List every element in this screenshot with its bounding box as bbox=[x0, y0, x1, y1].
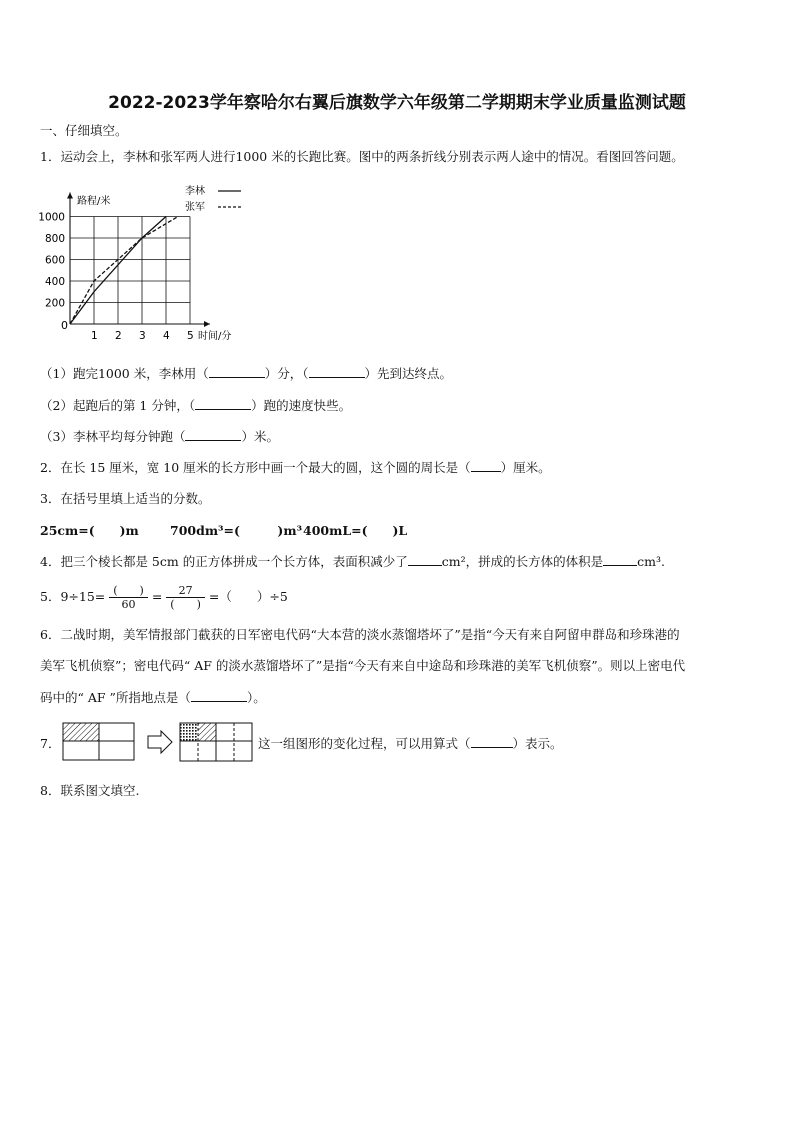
question-2: 2．在长 15 厘米，宽 10 厘米的长方形中画一个最大的圆，这个圆的周长是（ ）厘米。 bbox=[40, 460, 551, 475]
fraction-1: $\frac{( )}{60}$ bbox=[109, 584, 148, 611]
question-8: 8．联系图文填空. bbox=[40, 783, 140, 798]
y-tick-label: 600 bbox=[44, 254, 65, 267]
question-7-number: 7． bbox=[40, 736, 61, 751]
question-1-sub-3: （3）李林平均每分钟跑（ ）米。 bbox=[40, 429, 279, 444]
question-3-part-1: 25cm=( )m bbox=[40, 523, 139, 538]
figure-before bbox=[63, 723, 134, 760]
y-axis-arrow bbox=[67, 193, 73, 199]
legend-label-li: 李林 bbox=[185, 186, 205, 197]
question-6-line-3: 码中的“ AF ”所指地点是（ ）。 bbox=[40, 690, 266, 705]
answer-blank[interactable] bbox=[309, 365, 365, 378]
x-tick-label: 5 bbox=[187, 330, 194, 342]
y-tick-label: 1000 bbox=[38, 211, 65, 224]
x-tick-label: 2 bbox=[115, 330, 122, 342]
question-3-part-2: 700dm³=( )m³ bbox=[170, 523, 303, 538]
figure-after bbox=[180, 723, 252, 761]
question-1-text: 1．运动会上，李林和张军两人进行1000 米的长跑比赛。图中的两条折线分别表示两人途中的情况。看图回答问题。 bbox=[40, 149, 684, 164]
question-4: 4．把三个棱长都是 5cm 的正方体拼成一个长方体，表面积减少了 cm²，拼成的长方体的体积是 cm³. bbox=[40, 554, 665, 569]
legend-label-zhang: 张军 bbox=[185, 202, 205, 213]
arrow-icon bbox=[148, 731, 172, 753]
answer-blank[interactable] bbox=[603, 553, 637, 566]
y-tick-label: 200 bbox=[44, 297, 65, 310]
chart-grid bbox=[70, 217, 190, 325]
x-tick-label: 1 bbox=[91, 330, 98, 342]
chart-series bbox=[70, 217, 178, 325]
question-3-part-3: 400mL=( )L bbox=[303, 523, 408, 538]
series-line-zhang bbox=[70, 217, 178, 325]
question-1-sub-2: （2）起跑后的第 1 分钟，（ ）跑的速度快些。 bbox=[40, 398, 352, 413]
section-heading: 一、仔细填空。 bbox=[40, 123, 128, 138]
answer-blank[interactable] bbox=[471, 735, 513, 748]
y-tick-label: 400 bbox=[44, 276, 65, 288]
question-5: 5．9÷15= $\frac{( )}{60}$ = $\frac{27}{( )}$ =（ ）÷5 bbox=[40, 584, 288, 611]
chart-legend bbox=[185, 184, 241, 213]
answer-blank[interactable] bbox=[408, 553, 442, 566]
x-tick-label: 3 bbox=[139, 330, 146, 342]
x-axis-arrow bbox=[204, 321, 210, 327]
answer-blank[interactable] bbox=[185, 428, 241, 441]
question-7-text: 这一组图形的变化过程，可以用算式（ ）表示。 bbox=[258, 736, 563, 751]
question-6-line-2: 美军飞机侦察”；密电代码“ AF 的淡水蒸馏塔坏了”是指“今天有来自中途岛和珍珠港的美军飞机侦察”。则以上密电代 bbox=[40, 658, 686, 673]
x-tick-label: 4 bbox=[163, 330, 170, 342]
origin-label: 0 bbox=[61, 319, 68, 332]
question-6-line-1: 6．二战时期，美军情报部门截获的日军密电代码“大本营的淡水蒸馏塔坏了”是指“今天有来自阿留申群岛和珍珠港的 bbox=[40, 627, 680, 642]
fraction-figure bbox=[60, 721, 260, 767]
distance-time-chart bbox=[35, 180, 255, 345]
question-3-text: 3．在括号里填上适当的分数。 bbox=[40, 491, 211, 506]
y-tick-label: 800 bbox=[44, 233, 65, 245]
answer-blank[interactable] bbox=[471, 459, 501, 472]
fraction-2: $\frac{27}{( )}$ bbox=[166, 584, 205, 611]
page-title: 2022-2023学年察哈尔右翼后旗数学六年级第二学期期末学业质量监测试题 bbox=[108, 93, 686, 113]
answer-blank[interactable] bbox=[209, 365, 265, 378]
x-axis-label: 时间/分 bbox=[198, 331, 232, 342]
answer-blank[interactable] bbox=[195, 397, 251, 410]
answer-blank[interactable] bbox=[191, 689, 247, 702]
y-axis-label: 路程/米 bbox=[77, 196, 111, 207]
question-1-sub-1: （1）跑完1000 米，李林用（ ）分，（ ）先到达终点。 bbox=[40, 366, 453, 381]
